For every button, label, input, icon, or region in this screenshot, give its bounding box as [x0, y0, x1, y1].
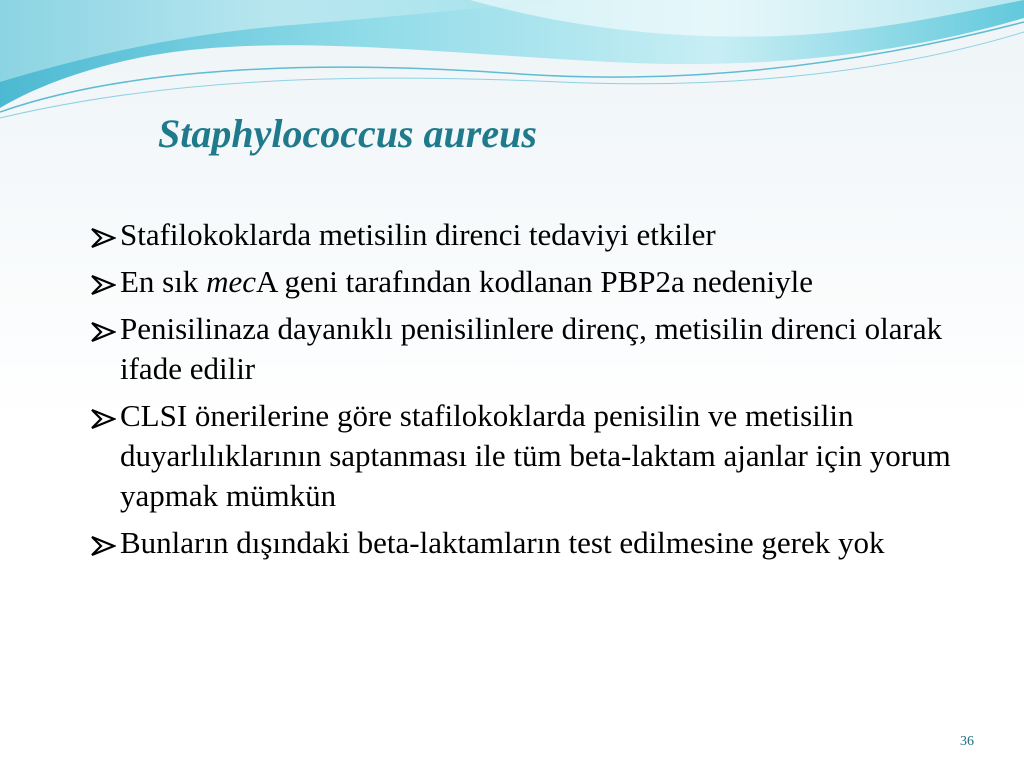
bullet-text: Bunların dışındaki beta-laktamların test edilmesine gerek yok	[120, 525, 885, 560]
page-number: 36	[960, 734, 974, 749]
slide-title: Staphylococcus aureus	[158, 111, 537, 156]
arrow-bullet-icon	[88, 396, 118, 436]
bullet-item	[88, 215, 958, 255]
arrow-bullet-icon	[88, 523, 118, 563]
bullet-text: Penisilinaza dayanıklı penisilinlere direnç, metisilin direnci olarak ifade edilir	[120, 311, 943, 386]
bullet-text: CLSI önerilerine göre stafilokoklarda penisilin ve metisilin duyarlılıklarının saptanması ile tüm beta-laktam ajanlar için yorum yapmak mümkün	[120, 398, 951, 513]
arrow-bullet-icon	[88, 215, 118, 255]
arrow-bullet-icon	[88, 309, 118, 349]
bullet-item	[88, 396, 958, 516]
gene-name-italic: mec	[206, 264, 257, 299]
bullet-item	[88, 523, 958, 563]
arrow-bullet-icon	[88, 262, 118, 302]
bullet-text-suffix: A geni tarafından kodlanan PBP2a nedeniyle	[256, 264, 814, 299]
bullet-text: Stafilokoklarda metisilin direnci tedaviyi etkiler	[120, 217, 716, 252]
bullet-item	[88, 309, 958, 389]
bullet-item	[88, 262, 958, 302]
bullet-list	[88, 215, 958, 570]
bullet-text-prefix: En sık	[120, 264, 207, 299]
